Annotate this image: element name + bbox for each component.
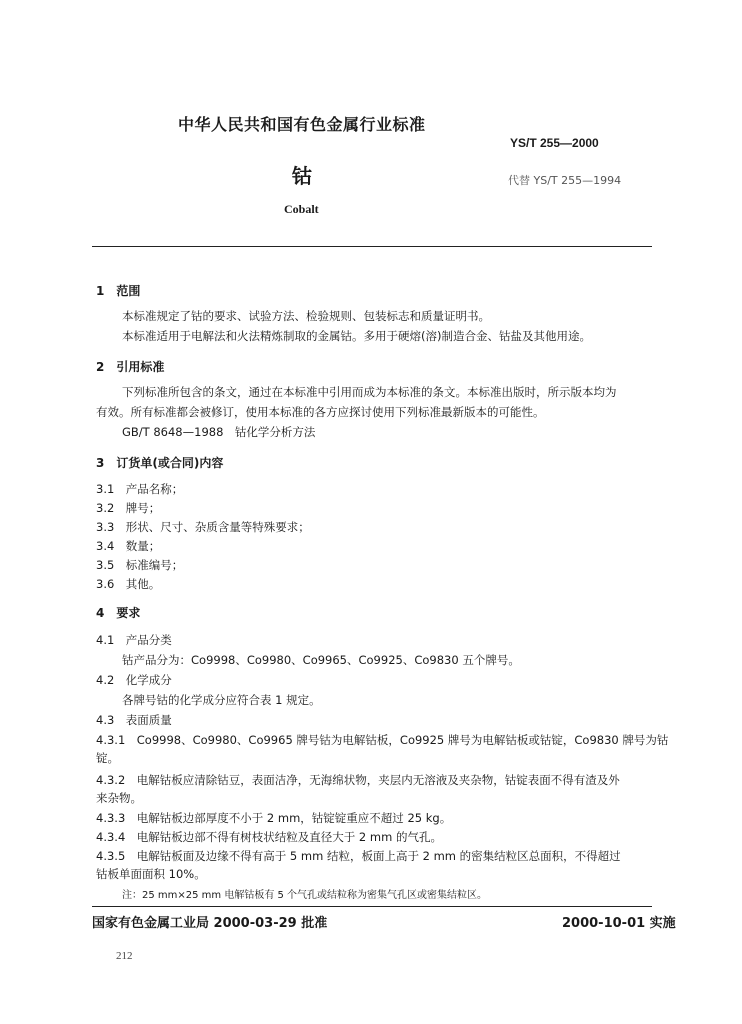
page-number: 212 [116,950,133,962]
replaces-standard: 代替 YS/T 255—1994 [508,174,622,187]
clause-4-3-5-line-1: 4.3.5 电解钴板面及边缘不得有高于 5 mm 结粒，板面上高于 2 mm 的密集结粒区总面积，不得超过 [96,849,621,863]
clause-4-3-3: 4.3.3 电解钴板边部厚度不小于 2 mm，钴锭锭重应不超过 25 kg。 [96,811,452,825]
order-item: 3.5 标准编号； [96,558,184,572]
section-heading-requirements: 4 要求 [96,606,141,620]
clause-4-1-text: 钴产品分为：Co9998、Co9980、Co9965、Co9925、Co9830 五个牌号。 [122,653,520,667]
order-item: 3.3 形状、尺寸、杂质含量等特殊要求； [96,520,310,534]
english-title: Cobalt [284,202,319,216]
reference-gb-t-8648: GB/T 8648—1988 钴化学分析方法 [122,425,316,439]
standard-category-title: 中华人民共和国有色金属行业标准 [178,115,426,134]
references-paragraph-line-1: 下列标准所包含的条文，通过在本标准中引用而成为本标准的条文。本标准出版时，所示版本均为 [122,385,617,399]
implementation-date: 2000-10-01 实施 [562,916,676,931]
order-item: 3.1 产品名称； [96,482,184,496]
order-item: 3.6 其他。 [96,577,161,591]
standard-code: YS/T 255—2000 [510,136,599,150]
clause-4-3-5-note: 注：25 mm×25 mm 电解钴板有 5 个气孔或结粒称为密集气孔区或密集结粒区。 [122,890,488,901]
references-paragraph-line-2: 有效。所有标准都会被修订，使用本标准的各方应探讨使用下列标准最新版本的可能性。 [96,405,545,419]
clause-4-2-text: 各牌号钴的化学成分应符合表 1 规定。 [122,693,321,707]
section-heading-order-contents: 3 订货单(或合同)内容 [96,456,224,470]
clause-4-3-heading: 4.3 表面质量 [96,713,172,727]
clause-4-3-5-line-2: 钴板单面面积 10%。 [96,867,206,881]
scope-paragraph-1: 本标准规定了钴的要求、试验方法、检验规则、包装标志和质量证明书。 [122,309,490,323]
clause-4-3-1-line-2: 锭。 [96,751,119,765]
section-heading-references: 2 引用标准 [96,360,165,374]
document-title: 钴 [292,164,312,188]
clause-4-3-1-line-1: 4.3.1 Co9998、Co9980、Co9965 牌号钴为电解钴板，Co9925 牌号为电解钴板或钴锭，Co9830 牌号为钴 [96,733,669,747]
clause-4-3-2-line-1: 4.3.2 电解钴板应清除钴豆，表面洁净，无海绵状物，夹层内无溶液及夹杂物，钴锭表面不得有渣及外 [96,773,620,787]
section-heading-scope: 1 范围 [96,284,141,298]
clause-4-3-4: 4.3.4 电解钴板边部不得有树枝状结粒及直径大于 2 mm 的气孔。 [96,830,442,844]
header-divider [92,246,652,247]
approval-line: 国家有色金属工业局 2000-03-29 批准 [92,916,328,931]
clause-4-2-heading: 4.2 化学成分 [96,673,172,687]
clause-4-3-2-line-2: 来杂物。 [96,791,142,805]
footer-divider [92,906,652,907]
order-item: 3.2 牌号； [96,501,161,515]
scope-paragraph-2: 本标准适用于电解法和火法精炼制取的金属钴。多用于硬熔(溶)制造合金、钴盐及其他用途。 [122,329,591,343]
clause-4-1-heading: 4.1 产品分类 [96,633,172,647]
order-item: 3.4 数量； [96,539,161,553]
